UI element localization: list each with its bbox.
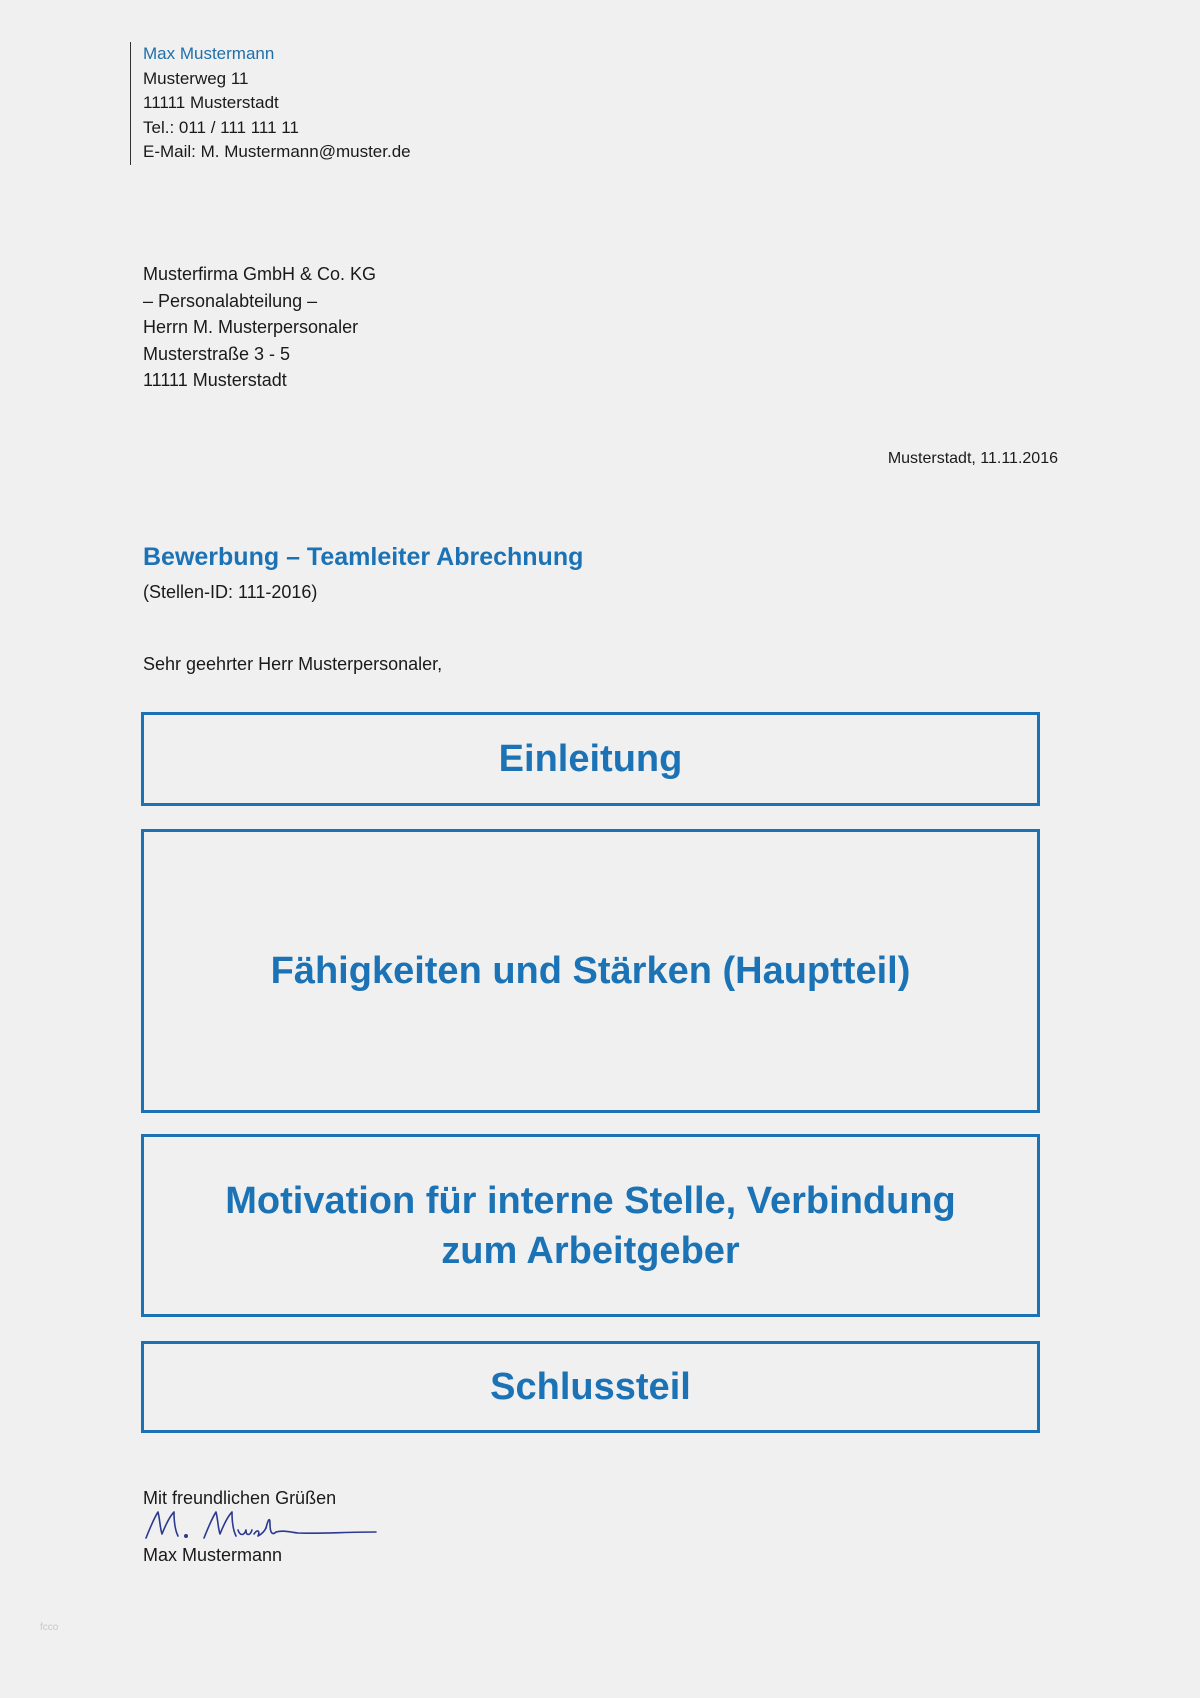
signer-name: Max Mustermann [143,1545,283,1565]
watermark-text: fcco [40,1622,59,1633]
recipient-department: – Personalabteilung – [143,290,318,311]
sender-city: 11111 Musterstadt [143,93,279,112]
section-label-main: Fähigkeiten und Stärken (Hauptteil) [270,950,911,992]
closing-greeting: Mit freundlichen Grüßen [143,1488,337,1508]
subject-title: Bewerbung – Teamleiter Abrechnung [143,543,584,571]
section-label-motivation-line1: Motivation für interne Stelle, Verbindung [225,1179,956,1222]
salutation: Sehr geehrter Herr Musterpersonaler, [143,654,443,674]
sender-name: Max Mustermann [143,44,275,63]
section-box-main [141,829,1040,1113]
section-label-intro: Einleitung [498,738,683,780]
section-box-closing [141,1341,1040,1433]
sender-phone: Tel.: 011 / 111 111 11 [143,117,299,137]
sender-email: E-Mail: M. Mustermann@muster.de [143,142,411,161]
recipient-street: Musterstraße 3 - 5 [143,343,291,364]
section-label-closing: Schlussteil [490,1366,691,1408]
section-label-motivation [225,1176,956,1276]
section-box-intro [141,712,1040,806]
section-label-motivation-line2: zum Arbeitgeber [441,1229,740,1272]
handwritten-signature [140,1506,380,1546]
recipient-company: Musterfirma GmbH & Co. KG [143,264,377,284]
section-box-motivation [141,1134,1040,1317]
letter-date: Musterstadt, 11.11.2016 [887,450,1058,467]
subject-reference: (Stellen-ID: 111-2016) [143,582,318,602]
sender-street: Musterweg 11 [143,68,249,88]
recipient-city: 11111 Musterstadt [143,370,287,390]
sender-address-block [130,42,411,165]
recipient-address-block [143,261,376,394]
recipient-person: Herrn M. Musterpersonaler [143,317,359,337]
